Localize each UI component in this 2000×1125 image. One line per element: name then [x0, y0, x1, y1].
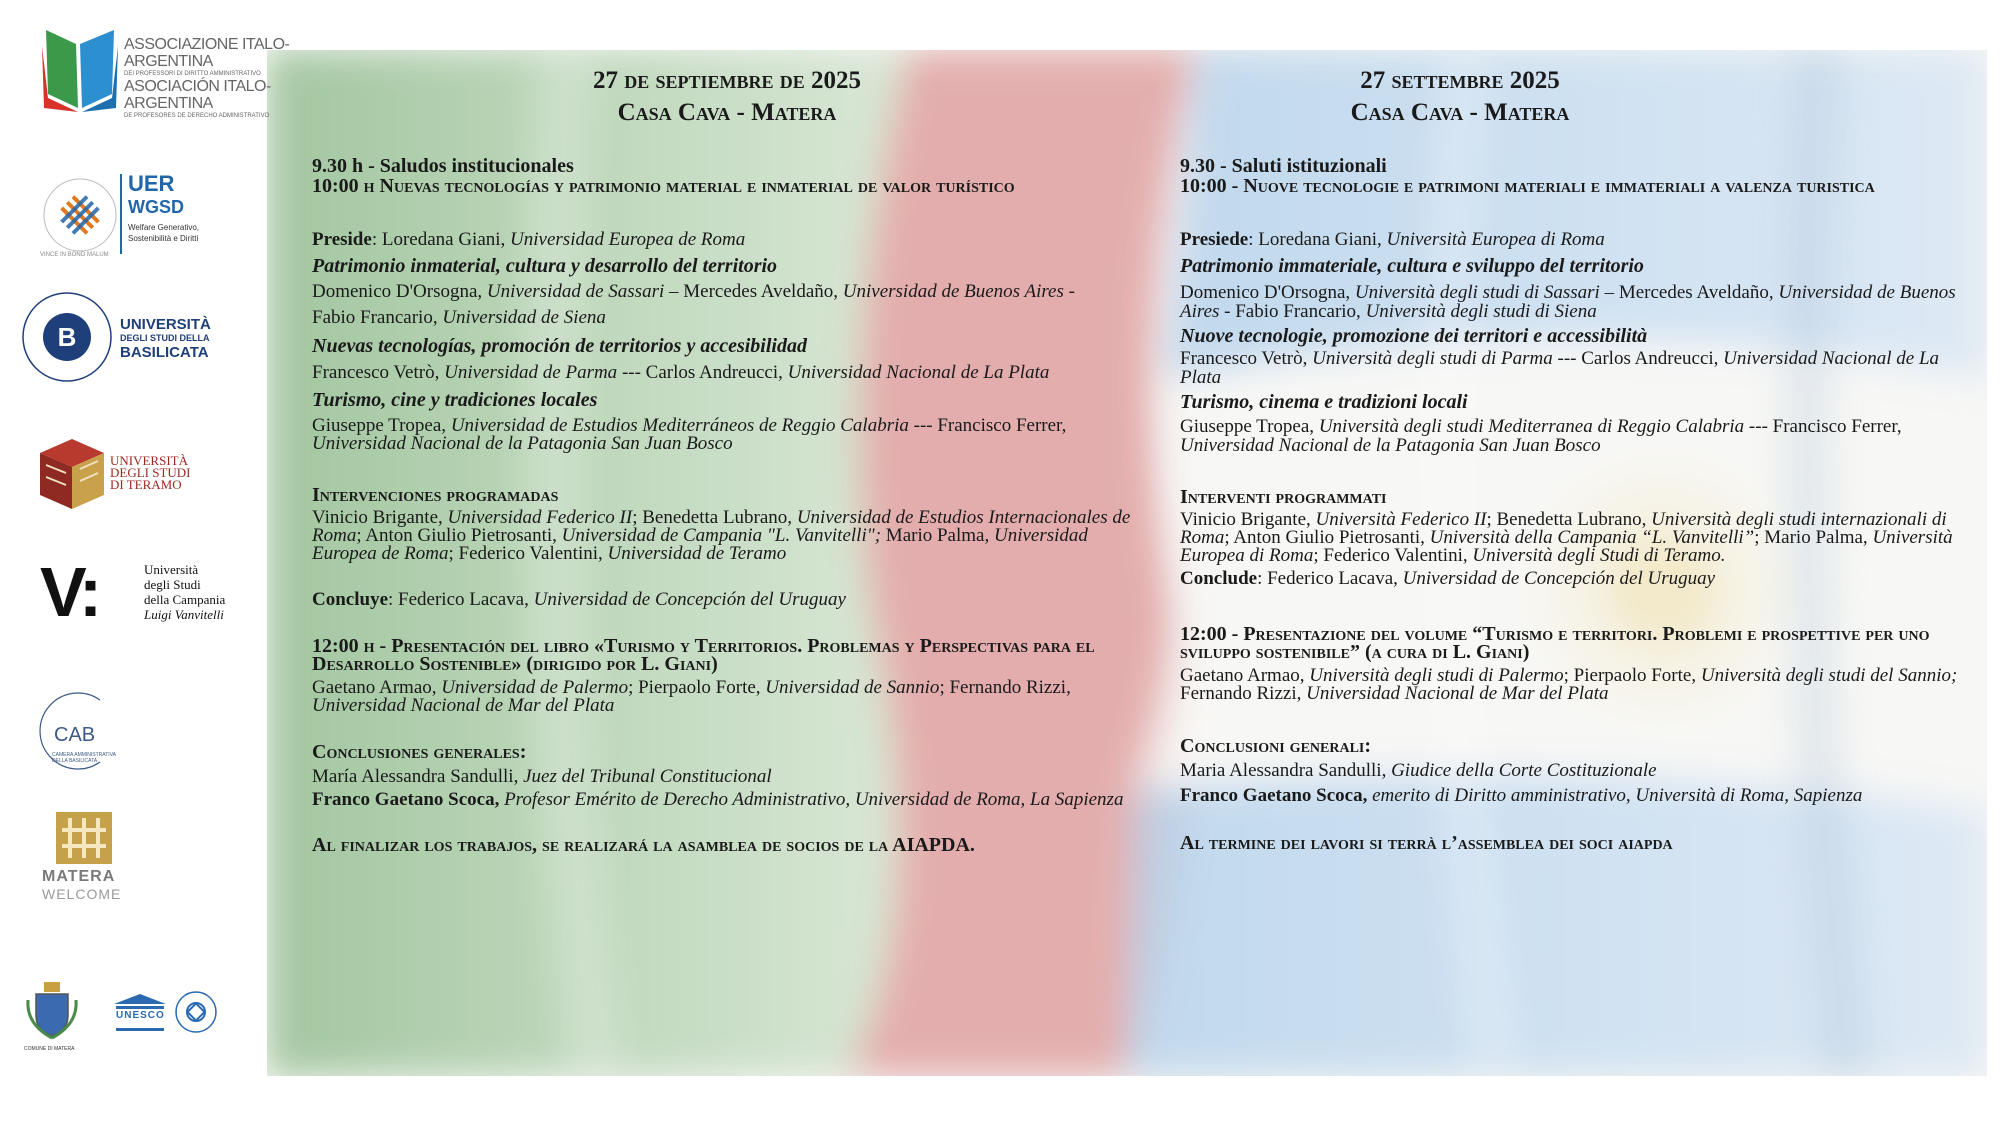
it-final-note: Al termine dei lavori si terrà l’assemblea dei soci aiapda — [1180, 832, 1673, 854]
es-session-1: 9.30 h - Saludos institucionales — [312, 155, 574, 177]
aiapda-logo — [40, 24, 340, 119]
es-general-2: Franco Gaetano Scoca, Profesor Emérito de Derecho Administrativo, Universidad de Roma, La Sapienza — [312, 789, 1124, 810]
matera-line1: MATERA — [42, 868, 116, 885]
uer-title2: WGSD — [128, 197, 184, 217]
vanvitelli-line3: della Campania — [144, 592, 226, 607]
svg-text:B: B — [57, 322, 77, 352]
it-general-2: Franco Gaetano Scoca, emerito di Diritto amministrativo, Università di Roma, Sapienza — [1180, 785, 1863, 806]
vanvitelli-logo — [40, 553, 260, 640]
es-concluye: Concluye: Federico Lacava, Universidad de Concepción del Uruguay — [312, 589, 846, 610]
es-general-conclusions: Conclusiones generales: — [312, 741, 527, 763]
it-topic-2-speakers: Francesco Vetrò, Università degli studi di Parma --- Carlos Andreucci, Universidad Nacional de La Plata — [1180, 348, 1940, 388]
it-session-1: 9.30 - Saluti istituzionali — [1180, 155, 1387, 177]
it-book-presentation: 12:00 - Presentazione del volume “Turismo e territori. Problemi e prospettive per uno sviluppo sostenibile” (a cura di L. Giani) — [1180, 623, 1930, 663]
it-session-2: 10:00 - Nuove tecnologie e patrimoni materiali e immateriali a valenza turistica — [1180, 175, 1875, 197]
program-italian — [1180, 65, 1970, 853]
basilicata-logo — [20, 290, 230, 385]
uer-title1: UER — [128, 171, 175, 196]
vanvitelli-line4: Luigi Vanvitelli — [144, 607, 224, 622]
program-spanish — [312, 65, 1142, 855]
bottom-logos — [22, 980, 232, 1060]
matera-welcome-logo — [40, 812, 140, 912]
vanvitelli-mark: V: — [40, 553, 99, 631]
es-interventions: Vinicio Brigante, Universidad Federico II; Benedetta Lubrano, Universidad de Estudios Internacionales de Roma; Anton Giulio Pietrosanti, Universidad de Campania "L. Vanvitelli"; Mario Palma, Universidad Europea de Roma; Federico Valentini, Universidad de Teramo — [312, 507, 1131, 564]
es-date: 27 de septiembre de 2025 — [592, 67, 862, 94]
basilicata-line1: UNIVERSITÀ — [120, 316, 211, 333]
aiapda-line4: DE PROFESORES DE DERECHO ADMINISTRATIVO — [124, 113, 270, 119]
it-interventions: Vinicio Brigante, Università Federico II; Benedetta Lubrano, Università degli studi internazionali di Roma; Anton Giulio Pietrosanti, Università della Campania “L. Vanvitelli”; Mario Palma, Università Europea di Roma; Federico Valentini, Università degli Studi di Teramo. — [1180, 509, 1953, 566]
uer-sub2: Sostenibilità e Diritti — [128, 234, 199, 243]
it-topic-3-speakers: Giuseppe Tropea, Università degli studi Mediterranea di Reggio Calabria --- Francisco Ferrer, Universidad Nacional de la Patagonia San Juan Bosco — [1180, 416, 1902, 456]
it-general-1: Maria Alessandra Sandulli, Giudice della Corte Costituzionale — [1180, 760, 1657, 781]
unesco-mark: UNESCO — [116, 1010, 165, 1021]
it-place: Casa Cava - Matera — [1350, 99, 1570, 126]
aiapda-line1: ASSOCIAZIONE ITALO-ARGENTINA — [124, 36, 290, 70]
comune-caption: COMUNE DI MATERA — [24, 1046, 75, 1052]
basilicata-line3: BASILICATA — [120, 344, 209, 361]
es-book-speakers: Gaetano Armao, Universidad de Palermo; Pierpaolo Forte, Universidad de Sannio; Fernando Rizzi, Universidad Nacional de Mar del Plata — [312, 677, 1071, 716]
teramo-logo — [36, 435, 226, 515]
it-topic-1-speakers: Domenico D'Orsogna, Università degli studi di Sassari – Mercedes Aveldaño, Universidad de Buenos Aires - Fabio Francario, Università degli studi di Siena — [1180, 282, 1956, 322]
es-general-1: María Alessandra Sandulli, Juez del Tribunal Constitucional — [312, 766, 772, 787]
es-topic-2-speakers: Francesco Vetrò, Universidad de Parma --- Carlos Andreucci, Universidad Nacional de La Plata — [312, 362, 1050, 383]
matera-line2: WELCOME — [42, 886, 122, 902]
es-book-presentation: 12:00 h - Presentación del libro «Turismo y Territorios. Problemas y Perspectivas para el Desarrollo Sostenible» (dirigido por L. Giani) — [312, 635, 1095, 675]
it-general-conclusions: Conclusioni generali: — [1180, 735, 1372, 757]
basilicata-seal-icon — [20, 290, 115, 385]
teramo-line1: UNIVERSITÀ — [110, 453, 188, 468]
matera-emblem-icon — [56, 812, 112, 868]
es-final-note: Al finalizar los trabajos, se realizará la asamblea de socios de la AIAPDA. — [312, 834, 975, 856]
cab-line2: DELLA BASILICATA — [52, 758, 98, 764]
it-conclude: Conclude: Federico Lacava, Universidad de Concepción del Uruguay — [1180, 568, 1716, 589]
es-session-2: 10:00 h Nuevas tecnologías y patrimonio material e inmaterial de valor turístico — [312, 175, 1015, 197]
it-presiede: Presiede: Loredana Giani, Università Europea di Roma — [1180, 229, 1605, 250]
basilicata-line2: DEGLI STUDI DELLA — [120, 333, 210, 343]
teramo-line3: DI TERAMO — [110, 477, 182, 492]
aiapda-line2: DEI PROFESSORI DI DIRITTO AMMINISTRATIVO — [124, 71, 261, 77]
uer-emblem-icon — [40, 168, 120, 263]
open-book-icon — [40, 24, 120, 114]
teramo-cube-icon — [36, 435, 108, 513]
cab-line1: CAMERA AMMINISTRATIVA — [52, 752, 116, 758]
es-topic-2: Nuevas tecnologías, promoción de territorios y accesibilidad — [312, 335, 807, 357]
it-date: 27 settembre 2025 — [1360, 67, 1560, 94]
it-topic-3: Turismo, cinema e tradizioni locali — [1180, 391, 1468, 413]
es-topic-1-speakers: Domenico D'Orsogna, Universidad de Sassari – Mercedes Aveldaño, Universidad de Buenos Aires - Fabio Francario, Universidad de Siena — [312, 281, 1075, 328]
cab-mark: CAB — [54, 724, 96, 746]
it-topic-1: Patrimonio immateriale, cultura e sviluppo del territorio — [1180, 255, 1644, 277]
es-topic-3: Turismo, cine y tradiciones locales — [312, 389, 598, 411]
es-preside: Preside: Loredana Giani, Universidad Europea de Roma — [312, 229, 746, 250]
aiapda-line3: ASOCIACIÓN ITALO-ARGENTINA — [124, 78, 271, 112]
es-topic-3-speakers: Giuseppe Tropea, Universidad de Estudios Mediterráneos de Reggio Calabria --- Francisco Ferrer, Universidad Nacional de la Patagonia San Juan Bosco — [312, 415, 1067, 454]
vanvitelli-line1: Università — [144, 562, 199, 577]
vanvitelli-line2: degli Studi — [144, 577, 201, 592]
uer-sub1: Welfare Generativo, — [128, 223, 199, 232]
it-interventions-title: Interventi programmati — [1180, 486, 1387, 508]
uer-wgsd-logo — [40, 168, 230, 263]
es-topic-1: Patrimonio inmaterial, cultura y desarrollo del territorio — [312, 255, 778, 277]
it-topic-2: Nuove tecnologie, promozione dei territori e accessibilità — [1180, 325, 1648, 347]
es-place: Casa Cava - Matera — [617, 99, 837, 126]
world-heritage-icon — [174, 990, 218, 1034]
it-book-speakers: Gaetano Armao, Università degli studi di Palermo; Pierpaolo Forte, Università degli studi del Sannio; Fernando Rizzi, Universidad Nacional de Mar del Plata — [1180, 665, 1958, 704]
es-interventions-title: Intervenciones programadas — [312, 484, 559, 506]
teramo-line2: DEGLI STUDI — [110, 465, 191, 480]
cab-logo — [30, 690, 150, 780]
uer-motto: VINCE IN BONO MALUM — [40, 252, 109, 258]
comune-crest-icon — [22, 980, 82, 1040]
